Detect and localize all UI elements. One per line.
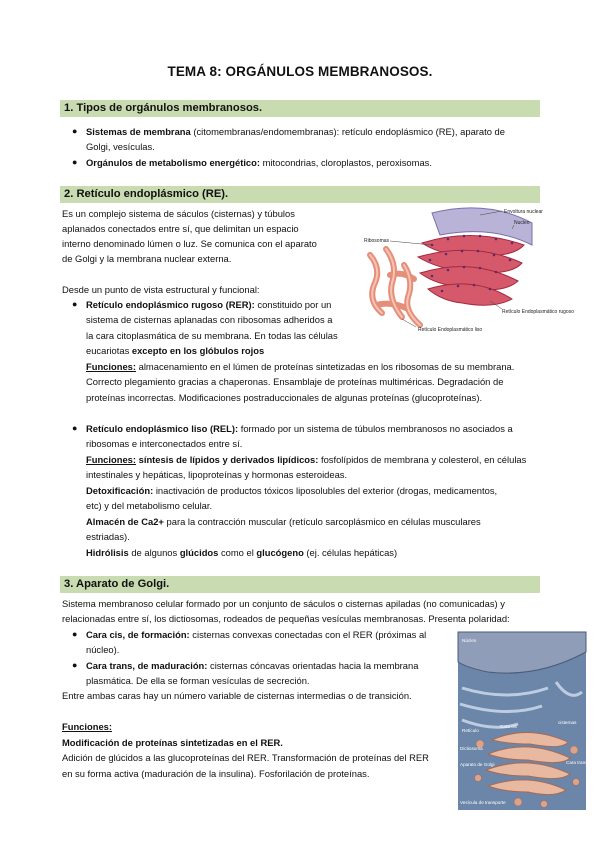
rer-line-1: Retículo endoplásmico rugoso (RER): constituido por un (86, 299, 332, 310)
label-smooth-er: Retículo Endoplasmático liso (418, 327, 483, 333)
golgi-intro-1: Sistema membranoso celular formado por un conjunto de sáculos o cisternas apiladas (no comunicadas) y (62, 598, 505, 609)
er-intro-2: aplanados conectados entre sí, que delimitan un espacio (62, 223, 299, 234)
bullet-dot: ● (72, 660, 78, 670)
label-dictyosome: Dictiosoma (460, 746, 483, 751)
label-nucleus: Nucleo (514, 220, 530, 226)
bold-term: Almacén de Ca2+ (86, 516, 164, 527)
er-viewpoint: Desde un punto de vista estructural y funcional: (62, 284, 260, 295)
bold-term: síntesis de lípidos y derivados lipídicos: (138, 454, 319, 465)
page-title: TEMA 8: ORGÁNULOS MEMBRANOSOS. (167, 64, 433, 79)
protein-modification-heading: Modificación de proteínas sintetizadas en el RER. (62, 737, 283, 748)
detox-line-2: etc) y del metabolismo celular. (86, 500, 213, 511)
label-reticulum: Retículo (462, 728, 479, 733)
label-cis-face: Cara cis (500, 724, 517, 729)
rer-line-3: la cara citoplasmática de su membrana. En todas las células (86, 330, 338, 341)
golgi-functions-label: Funciones: (62, 721, 113, 732)
endoplasmic-reticulum-figure (362, 205, 574, 335)
rel-functions-2: intestinales y hepáticas, lipoproteínas y hormonas esteroideas. (86, 469, 348, 480)
bold-term: Cara trans, de maduración: (86, 660, 208, 671)
protein-modification-2: en su forma activa (maduración de la insulina). Fosforilación de proteínas. (62, 768, 370, 779)
er-intro-4: de Golgi y la membrana nuclear externa. (62, 253, 232, 264)
section-3-heading: 3. Aparato de Golgi. (60, 576, 540, 593)
bullet-energy-organelles: Orgánulos de metabolismo energético: mitocondrias, cloroplastos, peroxisomas. (86, 157, 432, 168)
bold-term: Retículo endoplásmico liso (REL): (86, 423, 239, 434)
rer-functions-3: proteínas incorrectas. Modificaciones postraduccionales de algunas proteínas (glucoproteínas). (86, 392, 483, 403)
label-cisterns: cisternas (558, 720, 577, 725)
rel-functions-1: Funciones: síntesis de lípidos y derivados lipídicos: fosfolípidos de membrana y colesterol, en células (86, 454, 527, 465)
bullet-membrane-systems-cont: Golgi, vesículas. (86, 141, 155, 152)
rel-line-2: ribosomas e interconectados entre sí. (86, 438, 243, 449)
bold-term: Detoxificación: (86, 485, 154, 496)
trans-face-line-2: plasmática. De ella se forman vesículas de secreción. (86, 675, 310, 686)
bullet-membrane-systems: Sistemas de membrana (citomembranas/endomembranas): retículo endoplásmico (RE), aparato de (86, 126, 505, 137)
rer-functions-1: Funciones: almacenamiento en el lúmen de proteínas sintetizadas en los ribosomas de su membrana. (86, 361, 515, 372)
label-nuclear-envelope: Envoltura nuclear (504, 209, 543, 215)
rer-line-2: sistema de cisternas aplanadas con ribosomas adheridos a (86, 314, 333, 325)
bullet-dot: ● (72, 157, 78, 167)
bold-term: Cara cis, de formación: (86, 629, 190, 640)
functions-label: Funciones: (86, 361, 137, 372)
golgi-intro-2: relacionadas entre sí, los dictiosomas, rodeados de pequeñas vesículas membranosas. Presenta polaridad: (62, 613, 510, 624)
hydrolysis-line: Hidrólisis de algunos glúcidos como el glucógeno (ej. células hepáticas) (86, 547, 398, 558)
cis-face-line-2: núcleo). (86, 644, 120, 655)
bold-term: glúcidos (179, 547, 219, 558)
label-rough-er: Retículo Endoplasmático rugoso (502, 309, 574, 315)
functions-label: Funciones: (86, 454, 137, 465)
calcium-line-1: Almacén de Ca2+ para la contracción muscular (retículo sarcoplásmico en células musculares (86, 516, 481, 527)
rer-line-4: eucariotas excepto en los glóbulos rojos (86, 345, 265, 356)
cis-face-line-1: Cara cis, de formación: cisternas convexas conectadas con el RER (próximas al (86, 629, 427, 640)
bold-term: excepto en los glóbulos rojos (131, 345, 265, 356)
detox-line-1: Detoxificación: inactivación de productos tóxicos liposolubles del exterior (drogas, medicamentos, (86, 485, 498, 496)
label-trans-face: Cara trans (566, 760, 588, 765)
bullet-dot: ● (72, 629, 78, 639)
bullet-dot: ● (72, 299, 78, 309)
bold-term: glucógeno (256, 547, 304, 558)
bold-term: Orgánulos de metabolismo energético: (86, 157, 260, 168)
intermediate-cisternae: Entre ambas caras hay un número variable de cisternas intermedias o de transición. (62, 690, 412, 701)
bold-term: Sistemas de membrana (86, 126, 191, 137)
section-1-heading: 1. Tipos de orgánulos membranosos. (60, 100, 540, 117)
er-intro-3: interno denominado lúmen o luz. Se comunica con el aparato (62, 238, 317, 249)
section-2-heading: 2. Retículo endoplásmico (RE). (60, 186, 540, 203)
golgi-apparatus-figure (458, 632, 586, 810)
protein-modification-1: Adición de glúcidos a las glucoproteínas del RER. Transformación de proteínas del RER (62, 752, 429, 763)
rel-line-1: Retículo endoplásmico liso (REL): formado por un sistema de túbulos membranosos no asociados a (86, 423, 513, 434)
label-nucleus: Núcleo (462, 638, 477, 643)
label-transport-vesicle: Vesícula de transporte (460, 800, 506, 805)
label-golgi-apparatus: Aparato de Golgi (460, 762, 495, 767)
calcium-line-2: estriadas). (86, 531, 130, 542)
bold-term: Retículo endoplásmico rugoso (RER): (86, 299, 255, 310)
trans-face-line-1: Cara trans, de maduración: cisternas cóncavas orientadas hacia la membrana (86, 660, 419, 671)
bullet-dot: ● (72, 126, 78, 136)
bullet-dot: ● (72, 423, 78, 433)
rer-functions-2: Correcto plegamiento gracias a chaperonas. Ensamblaje de proteínas multiméricas. Degradación de (86, 376, 504, 387)
label-ribosomes: Ribosomas (364, 238, 390, 244)
er-intro-1: Es un complejo sistema de sáculos (cisternas) y túbulos (62, 208, 295, 219)
bold-term: Hidrólisis (86, 547, 129, 558)
